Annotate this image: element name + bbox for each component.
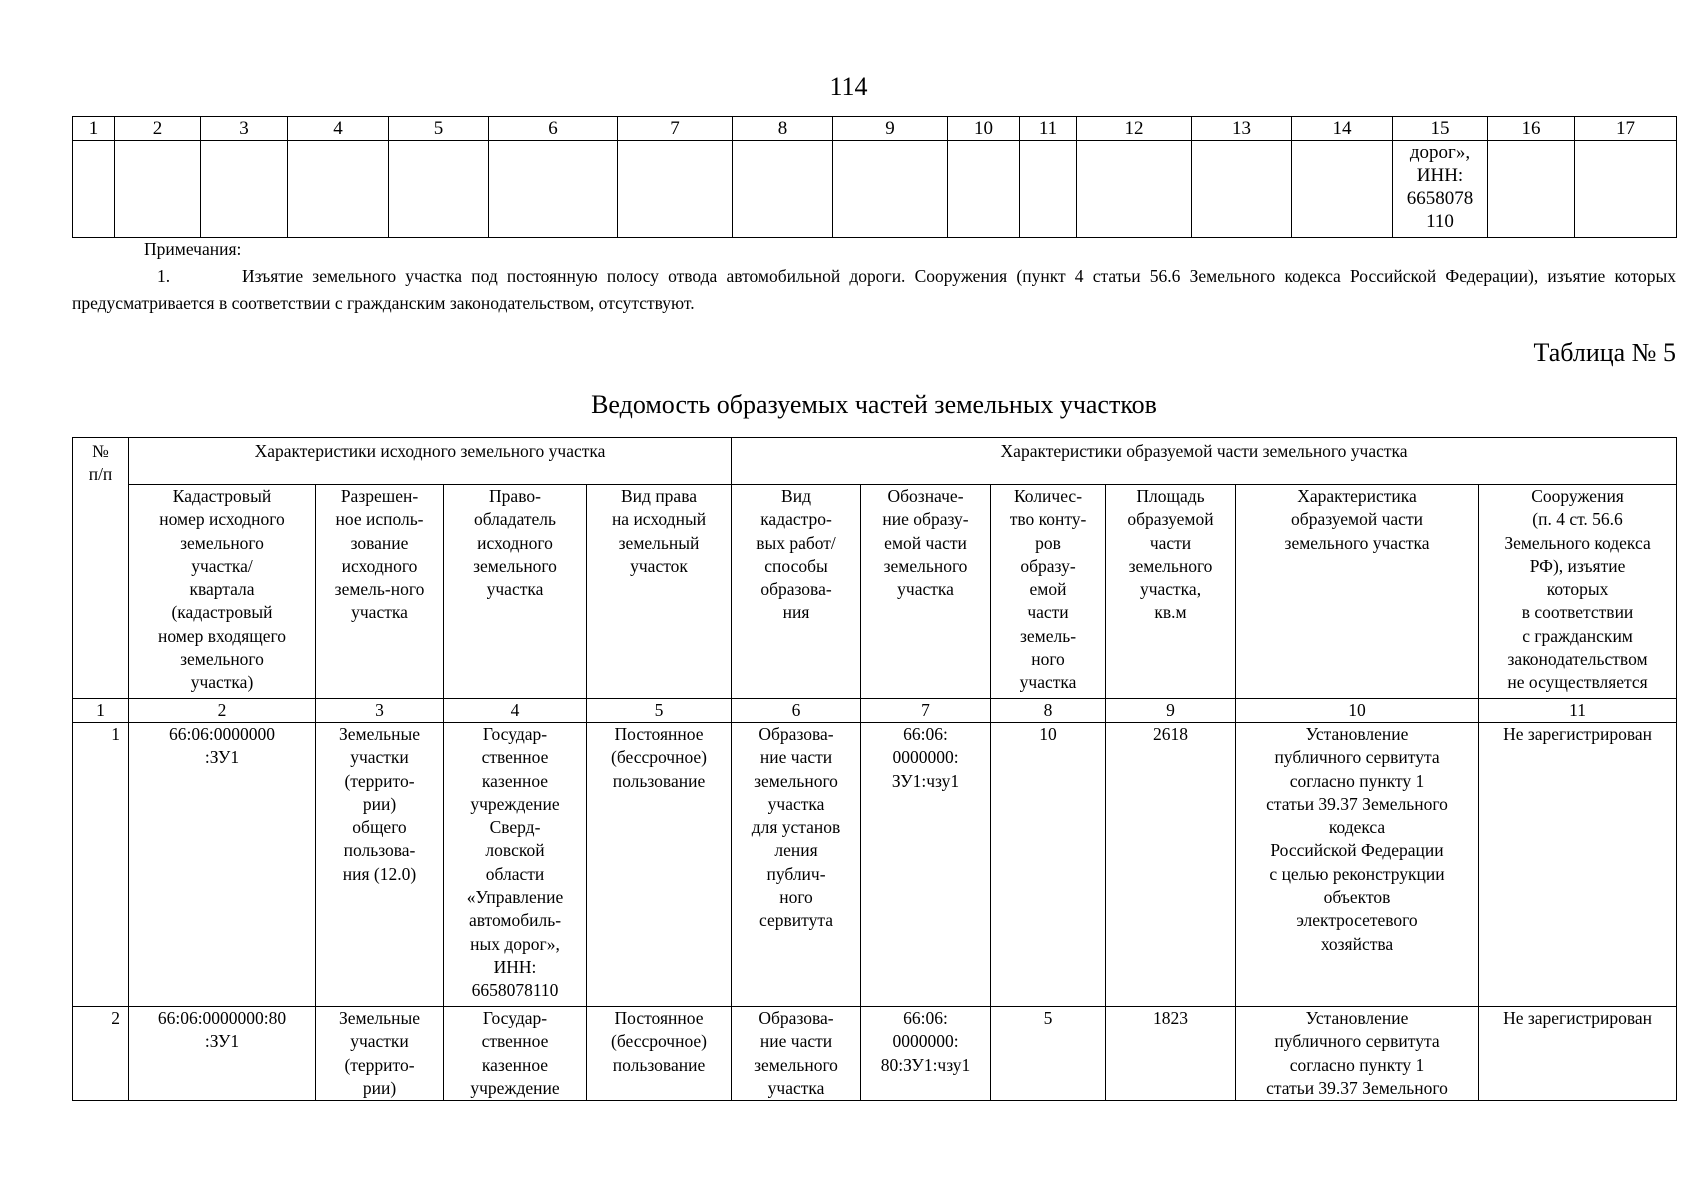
right-type-cell: Постоянное (бессрочное) пользование (587, 723, 732, 1007)
characteristic-cell: Установление публичного сервитута согласно пункту 1 статьи 39.37 Земельного (1236, 1007, 1479, 1101)
header-cadastral-works: Вид кадастро- вых работ/ способы образова- ния (732, 485, 861, 699)
designation-cell: 66:06: 0000000: 80:ЗУ1:чзу1 (861, 1007, 991, 1101)
header-area: Площадь образуемой части земельного участка, кв.м (1106, 485, 1236, 699)
column-number: 2 (129, 699, 316, 723)
column-number: 4 (288, 117, 389, 141)
column-number: 15 (1393, 117, 1488, 141)
page-number: 114 (829, 72, 868, 101)
header-group-source: Характеристики исходного земельного участка (129, 438, 732, 485)
rights-holder-cell: дорог», ИНН: 6658078 110 (1393, 141, 1488, 238)
column-number: 6 (489, 117, 618, 141)
continued-table (72, 116, 1677, 238)
characteristic-cell: Установление публичного сервитута согласно пункту 1 статьи 39.37 Земельного кодекса Российской Федерации с целью реконструкции объектов электросетевого хозяйства (1236, 723, 1479, 1007)
table-title: Ведомость образуемых частей земельных участков (591, 390, 1157, 419)
table-cell (1292, 141, 1393, 238)
permitted-use-cell: Земельные участки (террито- рии) общего пользова- ния (12.0) (316, 723, 444, 1007)
cadastral-cell: 66:06:0000000 :ЗУ1 (129, 723, 316, 1007)
column-number: 9 (833, 117, 948, 141)
table-cell (948, 141, 1020, 238)
table-cell (1488, 141, 1575, 238)
column-numbers-row (73, 117, 1677, 141)
header-characteristic: Характеристика образуемой части земельного участка (1236, 485, 1479, 699)
right-type-cell: Постоянное (бессрочное) пользование (587, 1007, 732, 1101)
column-number: 2 (115, 117, 201, 141)
header-group-formed: Характеристики образуемой части земельного участка (732, 438, 1677, 485)
note-text: Изъятие земельного участка под постоянную полосу отвода автомобильной дороги. Сооружения (пункт 4 статьи 56.6 Земельного кодекса Российской Федерации), изъятие которых предусматривается в соответствии с гражданским законодательством, отсутствуют. (72, 266, 1676, 313)
column-number: 3 (316, 699, 444, 723)
column-number: 9 (1106, 699, 1236, 723)
column-number: 7 (618, 117, 733, 141)
table-label: Таблица № 5 (1533, 338, 1676, 367)
table-cell (1575, 141, 1677, 238)
column-number: 11 (1020, 117, 1077, 141)
column-number: 5 (389, 117, 489, 141)
column-number: 4 (444, 699, 587, 723)
structures-cell: Не зарегистрирован (1479, 723, 1677, 1007)
table-cell (115, 141, 201, 238)
column-number: 3 (201, 117, 288, 141)
header-number: № п/п (73, 438, 129, 699)
table-cell (389, 141, 489, 238)
row-number: 1 (73, 723, 129, 1007)
table-cell (1192, 141, 1292, 238)
permitted-use-cell: Земельные участки (террито- рии) (316, 1007, 444, 1101)
rights-holder-cell: Государ- ственное казенное учреждение (444, 1007, 587, 1101)
header-permitted-use: Разрешен- ное исполь- зование исходного земель-ного участка (316, 485, 444, 699)
column-number: 14 (1292, 117, 1393, 141)
header-row-groups (73, 438, 1677, 485)
header-right-type: Вид права на исходный земельный участок (587, 485, 732, 699)
row-number: 2 (73, 1007, 129, 1101)
rights-holder-cell: Государ- ственное казенное учреждение Сверд- ловской области «Управление автомобиль- ных дорог», ИНН: 6658078110 (444, 723, 587, 1007)
column-number: 10 (1236, 699, 1479, 723)
column-number: 13 (1192, 117, 1292, 141)
column-numbers-row (73, 699, 1677, 723)
table-cell (618, 141, 733, 238)
table-row (73, 1007, 1677, 1101)
table-cell (1077, 141, 1192, 238)
contours-cell: 10 (991, 723, 1106, 1007)
column-number: 5 (587, 699, 732, 723)
column-number: 10 (948, 117, 1020, 141)
header-row-columns (73, 485, 1677, 699)
cadastral-works-cell: Образова- ние части земельного участка для установ ления публич- ного сервитута (732, 723, 861, 1007)
notes (72, 236, 1676, 317)
header-contours: Количес- тво конту- ров образу- емой части земель- ного участка (991, 485, 1106, 699)
table-cell (73, 141, 115, 238)
table-cell (288, 141, 389, 238)
table-cell (201, 141, 288, 238)
notes-heading: Примечания: (144, 239, 242, 259)
column-number: 6 (732, 699, 861, 723)
header-designation: Обозначе- ние образу- емой части земельного участка (861, 485, 991, 699)
column-number: 8 (733, 117, 833, 141)
cadastral-works-cell: Образова- ние части земельного участка (732, 1007, 861, 1101)
table-cell (489, 141, 618, 238)
column-number: 1 (73, 699, 129, 723)
header-rights-holder: Право- обладатель исходного земельного участка (444, 485, 587, 699)
header-cadastral: Кадастровый номер исходного земельного участка/ квартала (кадастровый номер входящего земельного участка) (129, 485, 316, 699)
area-cell: 1823 (1106, 1007, 1236, 1101)
column-number: 1 (73, 117, 115, 141)
table-cell (833, 141, 948, 238)
column-number: 11 (1479, 699, 1677, 723)
column-number: 7 (861, 699, 991, 723)
column-number: 17 (1575, 117, 1677, 141)
cadastral-cell: 66:06:0000000:80 :ЗУ1 (129, 1007, 316, 1101)
table-cell (1020, 141, 1077, 238)
note-item (72, 263, 1676, 317)
column-number: 12 (1077, 117, 1192, 141)
column-number: 8 (991, 699, 1106, 723)
header-structures: Сооружения (п. 4 ст. 56.6 Земельного кодекса РФ), изъятие которых в соответствии с гражданским законодательством не осуществляется (1479, 485, 1677, 699)
designation-cell: 66:06: 0000000: ЗУ1:чзу1 (861, 723, 991, 1007)
table-cell (733, 141, 833, 238)
area-cell: 2618 (1106, 723, 1236, 1007)
table-row (73, 141, 1677, 238)
contours-cell: 5 (991, 1007, 1106, 1101)
structures-cell: Не зарегистрирован (1479, 1007, 1677, 1101)
column-number: 16 (1488, 117, 1575, 141)
land-parts-table (72, 437, 1677, 1101)
note-number: 1. (157, 266, 171, 286)
table-row (73, 723, 1677, 1007)
